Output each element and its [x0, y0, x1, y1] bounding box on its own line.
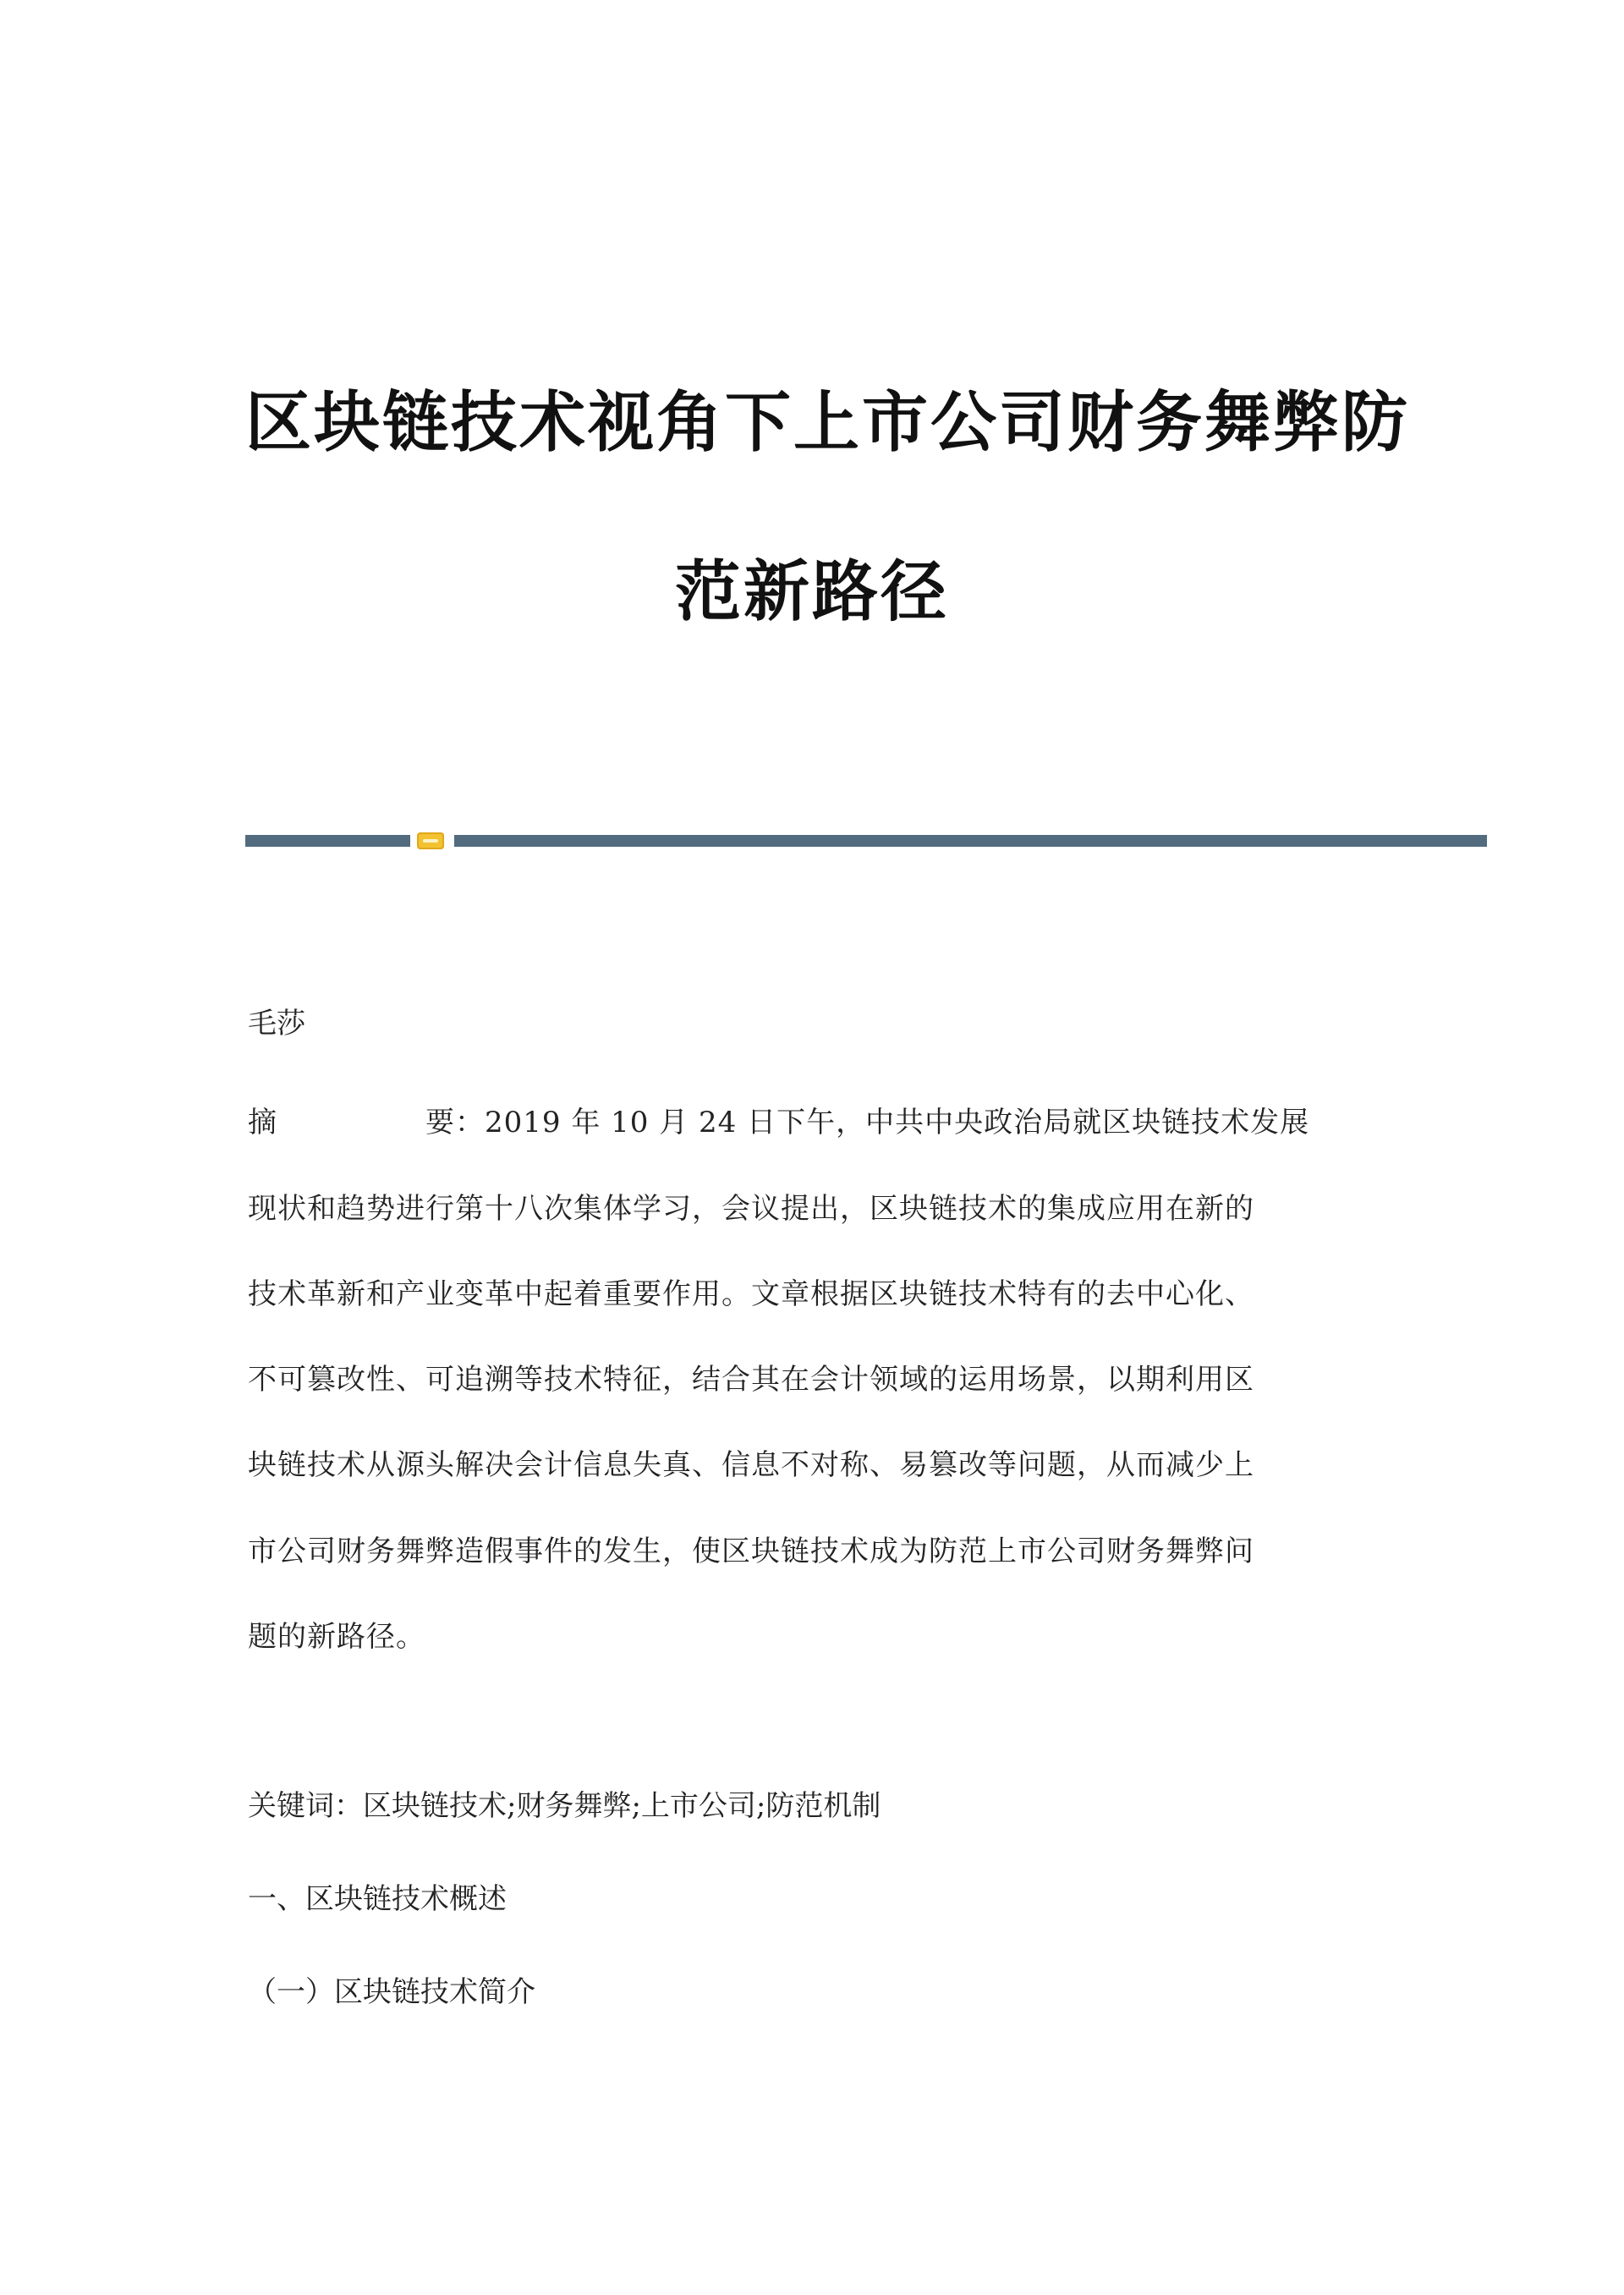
- abstract-line: 题的新路径。: [248, 1620, 425, 1654]
- divider-bar-right: [454, 835, 1487, 847]
- author-name: 毛莎: [248, 1007, 305, 1040]
- abstract-line: 块链技术从源头解决会计信息失真、信息不对称、易篡改等问题，从而减少上: [248, 1448, 1254, 1482]
- abstract-first-line: [248, 1101, 1364, 1144]
- abstract-line: 现状和趋势进行第十八次集体学习，会议提出，区块链技术的集成应用在新的: [248, 1192, 1254, 1226]
- abstract-line: 技术革新和产业变革中起着重要作用。文章根据区块链技术特有的去中心化、: [248, 1277, 1254, 1311]
- divider-bar-left: [245, 835, 410, 847]
- abstract-line: 市公司财务舞弊造假事件的发生，使区块链技术成为防范上市公司财务舞弊问: [248, 1535, 1254, 1568]
- document-title-line-1: 区块链技术视角下上市公司财务舞弊防: [245, 385, 1411, 461]
- keywords: 关键词：区块链技术;财务舞弊;上市公司;防范机制: [248, 1789, 881, 1823]
- divider-ornament-icon: [417, 832, 444, 849]
- section-heading-1: 一、区块链技术概述: [248, 1882, 507, 1916]
- abstract-label: 摘: [248, 1106, 277, 1139]
- subsection-heading-1-1: （一）区块链技术简介: [248, 1975, 535, 2009]
- abstract-line: 不可篡改性、可追溯等技术特征，结合其在会计领域的运用场景，以期利用区: [248, 1363, 1254, 1397]
- abstract-text-start: 要：2019 年 10 月 24 日下午，中共中央政治局就区块链技术发展: [425, 1106, 1310, 1139]
- document-title-line-2: 范新路径: [674, 554, 949, 630]
- title-divider: [245, 832, 1487, 850]
